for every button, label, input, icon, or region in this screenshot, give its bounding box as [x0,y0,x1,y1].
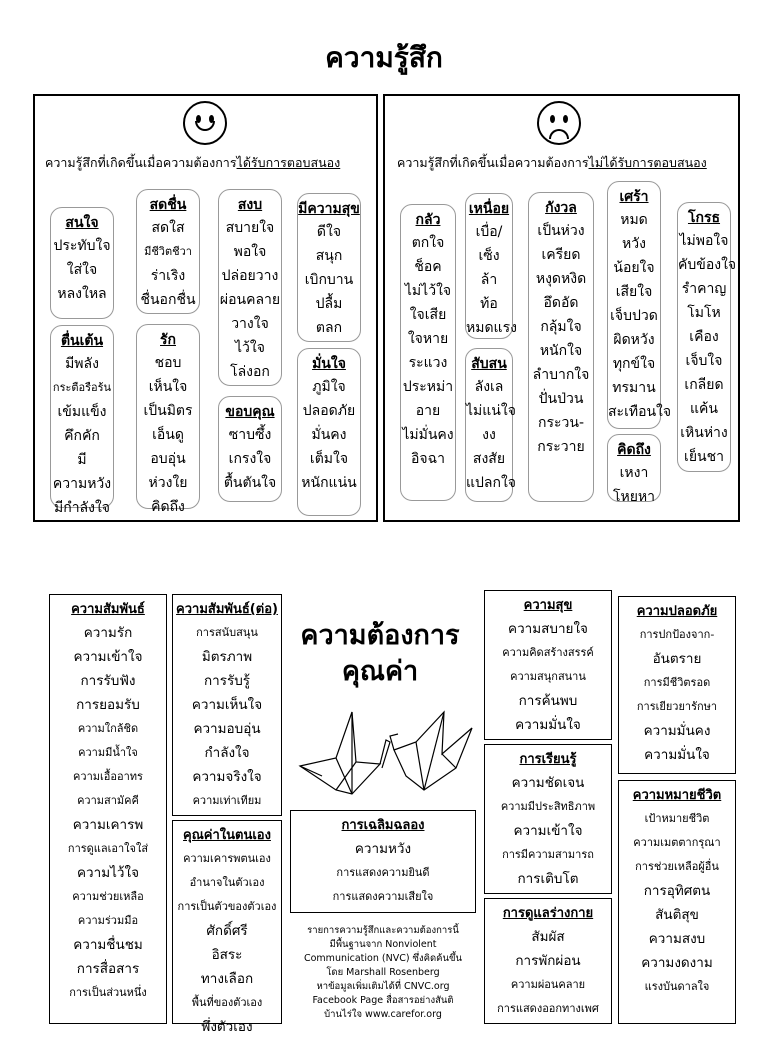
met-feeling-group-word: มีชีวิตชีวา [144,245,192,258]
need-box-word: การเติบโต [517,871,579,887]
met-feeling-group-word: กระตือรือร้น [52,381,112,394]
unmet-feeling-group-word: หนักใจ [539,343,583,359]
paper-crane-icon [296,706,476,806]
sad-face-icon [537,101,581,145]
unmet-feeling-group-word: ใจเสีย [409,307,447,323]
need-box-heading: การเฉลิมฉลอง [341,818,425,833]
need-box-heading: ความปลอดภัย [636,604,718,619]
met-feeling-group-heading: สงบ [237,197,263,213]
unmet-feeling-group-word: เซ็ง [478,248,500,264]
need-box-word: ความเข้าใจ [513,823,583,839]
met-feeling-group-word: มี [77,452,87,468]
unmet-feeling-group-word: เกลียด [684,377,724,393]
need-box-word: ความร่วมมือ [77,914,139,927]
credit-line: บ้านไร่ใจ www.carefor.org [324,1009,442,1020]
need-box-word: ความสามัคคี [77,794,139,807]
unmet-feelings-panel [383,94,740,522]
unmet-feeling-group-word: ลังเล [474,379,504,395]
unmet-feeling-group-word: ทุกข์ใจ [612,356,656,372]
need-box-word: สันติสุข [655,907,699,923]
credit-line: Facebook Page สื่อสารอย่างสันติ [312,995,454,1006]
met-feelings-panel [33,94,378,522]
unmet-feeling-group-word: ปั่นป่วน [538,391,584,407]
need-box-heading: คุณค่าในตนเอง [183,828,271,843]
credit-line: หาข้อมูลเพิ่มเติมได้ที่ CNVC.org [316,981,450,992]
need-box-word: ความช่วยเหลือ [72,890,144,903]
unmet-feeling-group-word: แปลกใจ [466,475,517,491]
need-box-word: การอุทิศตน [643,883,711,899]
need-box-word: ความชื่นชม [73,937,143,953]
met-feeling-group-word: ร่าเริง [150,268,186,284]
met-feeling-group-heading: รัก [160,332,176,348]
need-box-word: ความเมตตากรุณา [633,836,721,849]
need-box-word: พื้นที่ของตัวเอง [191,996,263,1009]
need-box-word: การเป็นส่วนหนึ่ง [69,986,147,999]
unmet-feeling-group-word: ใจหาย [407,331,449,347]
need-box-word: พึ่งตัวเอง [201,1019,253,1035]
met-feeling-group-1 [50,325,114,516]
unmet-feeling-group-word: หวัง [622,236,646,252]
need-box-word: การพักผ่อน [515,953,581,969]
unmet-feeling-group-6 [677,202,737,472]
met-feeling-group-word: เกรงใจ [228,451,272,467]
unmet-feeling-group-word: เหงา [619,465,649,481]
met-feeling-group-word: เป็นมิตร [143,403,193,419]
met-feeling-group-word: ไว้ใจ [235,340,265,356]
unmet-feeling-group-word: แค้น [690,401,718,417]
unmet-feeling-group-word: ล้า [480,272,498,288]
need-box-1 [172,594,282,816]
met-feeling-group-word: ปลอดภัย [302,403,356,419]
met-feeling-group-word: ตลก [315,320,343,336]
need-box-word: ความมั่นใจ [515,717,581,733]
need-box-word: กำลังใจ [204,745,250,761]
need-box-word: ความมีประสิทธิภาพ [500,800,596,813]
met-feeling-group-5 [218,396,282,502]
unmet-feeling-group-word: หมดแรง [466,320,517,336]
need-box-word: ความชัดเจน [511,775,585,791]
unmet-feeling-group-word: สงสัย [472,451,506,467]
need-box-word: ความรัก [83,625,133,641]
unmet-feeling-group-heading: เศร้า [619,189,649,205]
met-feeling-group-word: มั่นคง [311,427,347,443]
need-box-word: การช่วยเหลือผู้อื่น [635,860,719,873]
need-box-word: ศักดิ์ศรี [206,923,248,939]
met-feeling-group-heading: สนใจ [65,215,99,231]
unmet-feeling-group-word: ลำบากใจ [532,367,590,383]
need-box-word: ความสนุกสนาน [510,670,586,683]
met-feeling-group-word: สบายใจ [225,220,275,236]
met-feeling-group-heading: มีความสุข [298,201,360,217]
unmet-feeling-group-word: ไม่แน่ใจ [466,403,516,419]
unmet-feeling-group-word: งง [482,427,496,443]
met-feeling-group-heading: ตื่นเต้น [60,333,104,349]
met-feeling-group-0 [50,207,114,319]
unmet-feeling-group-word: กระวน- [538,415,584,431]
need-box-heading: ความสัมพันธ์(ต่อ) [176,602,278,617]
met-feeling-group-word: เข้มแข็ง [57,404,107,420]
met-feeling-group-word: ห่วงใย [148,475,188,491]
need-box-word: การยอมรับ [76,697,140,713]
need-box-word: การสื่อสาร [76,961,140,977]
need-box-word: ความคิดสร้างสรรค์ [502,646,594,659]
need-box-heading: การเรียนรู้ [519,752,577,767]
need-box-word: แรงบันดาลใจ [644,980,710,993]
need-box-word: อันตราย [652,651,702,667]
unmet-feeling-group-heading: โกรธ [687,210,721,226]
need-box-word: ความไว้ใจ [77,865,139,881]
met-feeling-group-word: คึกคัก [64,428,100,444]
unmet-feeling-group-word: โหยหา [612,489,656,505]
met-feeling-group-3 [136,324,200,515]
unmet-feeling-group-word: เคือง [689,329,719,345]
need-box-word: ความผ่อนคลาย [510,978,586,991]
unmet-feeling-group-word: สะเทือนใจ [608,404,672,420]
page-title: ความรู้สึก [325,41,443,74]
need-box-word: สัมผัส [531,929,565,945]
unmet-feeling-group-word: รำคาญ [681,281,727,297]
needs-title [290,618,470,690]
need-box-heading: ความสุข [523,598,573,613]
met-feeling-group-word: พอใจ [233,244,267,260]
met-feeling-group-word: ตื้นตันใจ [223,475,277,491]
unmet-feeling-group-word: หงุดหงิด [535,271,587,287]
need-box-word: การปกป้องจาก- [639,628,715,641]
unmet-feeling-group-word: เป็นห่วง [537,223,585,239]
met-feeling-group-heading: มั่นใจ [312,356,346,372]
met-feeling-group-heading: ขอบคุณ [225,404,275,420]
need-box-word: การเยียวยารักษา [636,700,718,713]
unmet-feeling-group-3 [528,192,594,502]
met-feeling-group-word: มีกำลังใจ [53,500,111,516]
unmet-feeling-group-word: อิจฉา [410,451,445,467]
unmet-feeling-group-word: อึดอัด [543,295,579,311]
unmet-feeling-group-word: ไม่พอใจ [679,233,729,249]
met-feeling-group-word: ชื่นอกชื่น [140,292,196,308]
unmet-feeling-group-word: ไม่ไว้ใจ [404,283,452,299]
unmet-feeling-group-1 [465,193,517,339]
met-feeling-group-word: ชอบ [154,355,182,371]
met-feeling-group-word: เบิกบาน [304,272,354,288]
need-box-word: การมีความสามารถ [502,848,594,861]
need-box-word: การแสดงความยินดี [336,866,430,879]
unmet-feeling-group-word: หมด [620,212,648,228]
need-box-word: ความงดงาม [641,955,713,971]
unmet-feeling-group-word: อาย [415,403,441,419]
met-feeling-group-word: มีพลัง [65,356,99,372]
met-feeling-group-7 [297,348,361,516]
need-box-3 [290,810,476,913]
unmet-feeling-group-word: ระแวง [408,355,448,371]
met-feeling-group-word: คิดถึง [151,499,185,515]
need-box-heading: ความสัมพันธ์ [71,602,145,617]
need-box-word: ความหวัง [354,841,412,857]
credit-text [290,924,476,1022]
need-box-word: ความเห็นใจ [191,697,263,713]
unmet-feeling-group-word: ไม่มั่นคง [402,427,454,443]
need-box-word: ความเข้าใจ [73,649,143,665]
need-box-word: ความเอื้ออาทร [73,770,143,783]
unmet-feeling-group-word: ผิดหวัง [613,332,655,348]
smiley-face-icon [183,101,227,145]
unmet-feeling-group-word: กลุ้มใจ [540,319,582,335]
credit-line: มีพื้นฐานจาก Nonviolent [329,939,437,950]
met-feeling-group-word: หนักแน่น [301,475,357,491]
met-feeling-group-word: เต็มใจ [309,451,349,467]
unmet-feeling-group-2 [465,348,517,502]
met-feeling-group-word: ความหวัง [52,476,112,492]
need-box-word: การเป็นตัวของตัวเอง [177,900,277,913]
need-box-word: การมีชีวิตรอด [643,676,711,689]
need-box-word: ความจริงใจ [192,769,262,785]
met-feeling-group-word: ประทับใจ [53,238,111,254]
need-box-heading: ความหมายชีวิต [632,788,722,803]
need-box-word: ความมั่นคง [643,723,711,739]
need-box-word: ความเท่าเทียม [192,794,262,807]
unmet-feeling-group-word: เหินห่าง [680,425,728,441]
unmet-feeling-group-word: โมโห [687,305,721,321]
need-box-6 [484,898,612,1024]
unmet-feeling-group-heading: คิดถึง [617,442,651,458]
unmet-feeling-group-word: เจ็บใจ [685,353,723,369]
unmet-feeling-group-word: ตกใจ [411,235,445,251]
unmet-feeling-group-heading: กังวล [545,200,577,216]
unmet-feeling-group-word: เสียใจ [615,284,653,300]
need-box-5 [484,744,612,894]
met-feeling-group-2 [136,189,200,314]
needs-title-line1: ความต้องการ [300,620,460,651]
need-box-word: การสนับสนุน [196,626,258,639]
unmet-feeling-group-word: ท้อ [480,296,498,312]
need-box-word: ความใกล้ชิด [77,722,139,735]
unmet-feeling-group-word: เบื่อ/ [475,224,503,240]
met-feeling-group-word: อบอุ่น [150,451,186,467]
need-box-word: ความมั่นใจ [644,747,710,763]
met-feeling-group-word: ใส่ใจ [66,262,98,278]
need-box-word: การรับฟัง [80,673,136,689]
unmet-feeling-group-5 [607,434,661,505]
met-heading: ความรู้สึกที่เกิดขึ้นเมื่อความต้องการได้รับการตอบสนอง [45,155,341,170]
unmet-feeling-group-word: ช็อค [414,259,442,275]
need-box-heading: การดูแลร่างกาย [502,906,594,921]
met-feeling-group-6 [297,193,361,342]
unmet-feeling-group-word: เครียด [541,247,581,263]
need-box-word: ความสงบ [648,931,706,947]
met-feeling-group-word: โล่งอก [230,364,270,380]
met-feeling-group-word: ปลื้ม [315,296,343,312]
met-feeling-group-word: สนุก [315,248,343,264]
need-box-4 [484,590,612,740]
met-feeling-group-word: วางใจ [231,316,269,332]
unmet-feeling-group-word: เจ็บปวด [610,308,658,324]
need-box-word: ความมีน้ำใจ [78,746,138,759]
unmet-feeling-group-word: ทรมาน [612,380,656,396]
unmet-heading: ความรู้สึกที่เกิดขึ้นเมื่อความต้องการไม่ได้รับการตอบสนอง [397,155,707,170]
need-box-word: การค้นพบ [518,693,578,709]
need-box-word: ความเคารพตนเอง [183,852,271,865]
unmet-feeling-group-heading: สับสน [471,356,507,372]
unmet-feeling-group-4 [607,181,672,429]
met-feeling-group-word: ผ่อนคลาย [219,292,281,308]
need-box-word: ความสบายใจ [508,621,588,637]
credit-line: รายการความรู้สึกและความต้องการนี้ [307,925,459,936]
unmet-feeling-group-heading: เหนื่อย [468,201,510,217]
credit-line: Communication (NVC) ซึ่งคิดค้นขึ้น [303,953,463,964]
met-feeling-group-word: เอ็นดู [152,427,184,443]
need-box-word: การดูแลเอาใจใส่ [67,842,149,855]
unmet-feeling-group-0 [400,204,456,501]
met-feeling-group-word: ดีใจ [316,224,342,240]
met-feeling-group-4 [218,189,282,386]
unmet-feeling-group-word: เย็นชา [684,449,724,465]
met-feeling-group-word: ซาบซึ้ง [228,427,272,443]
need-box-word: การแสดงออกทางเพศ [497,1002,599,1015]
unmet-feeling-group-word: น้อยใจ [613,260,655,276]
met-feeling-group-word: หลงใหล [57,286,107,302]
unmet-feeling-group-word: ประหม่า [402,379,454,395]
met-feeling-group-word: ภูมิใจ [312,379,346,395]
unmet-feeling-group-word: กระวาย [537,439,585,455]
need-box-word: การแสดงความเสียใจ [332,890,434,903]
need-box-0 [49,594,167,1024]
needs-title-line2: คุณค่า [341,656,419,687]
need-box-word: ความเคารพ [72,817,144,833]
met-feeling-group-word: ปล่อยวาง [221,268,279,284]
met-feeling-group-word: สดใส [151,220,185,236]
need-box-word: ทางเลือก [200,971,254,987]
unmet-feeling-group-heading: กลัว [415,212,441,228]
need-box-7 [618,596,736,774]
unmet-feeling-group-word: คับข้องใจ [678,257,737,273]
need-box-word: มิตรภาพ [201,649,253,665]
met-feeling-group-word: เห็นใจ [148,379,188,395]
need-box-word: อิสระ [211,947,243,963]
met-feeling-group-heading: สดชื่น [149,197,187,213]
need-box-2 [172,820,282,1035]
need-box-word: เป้าหมายชีวิต [644,812,710,825]
need-box-word: ความอบอุ่น [193,721,261,737]
need-box-word: การรับรู้ [203,673,251,689]
need-box-8 [618,780,736,1024]
credit-line: โดย Marshall Rosenberg [326,967,440,978]
need-box-word: อำนาจในตัวเอง [189,876,265,889]
